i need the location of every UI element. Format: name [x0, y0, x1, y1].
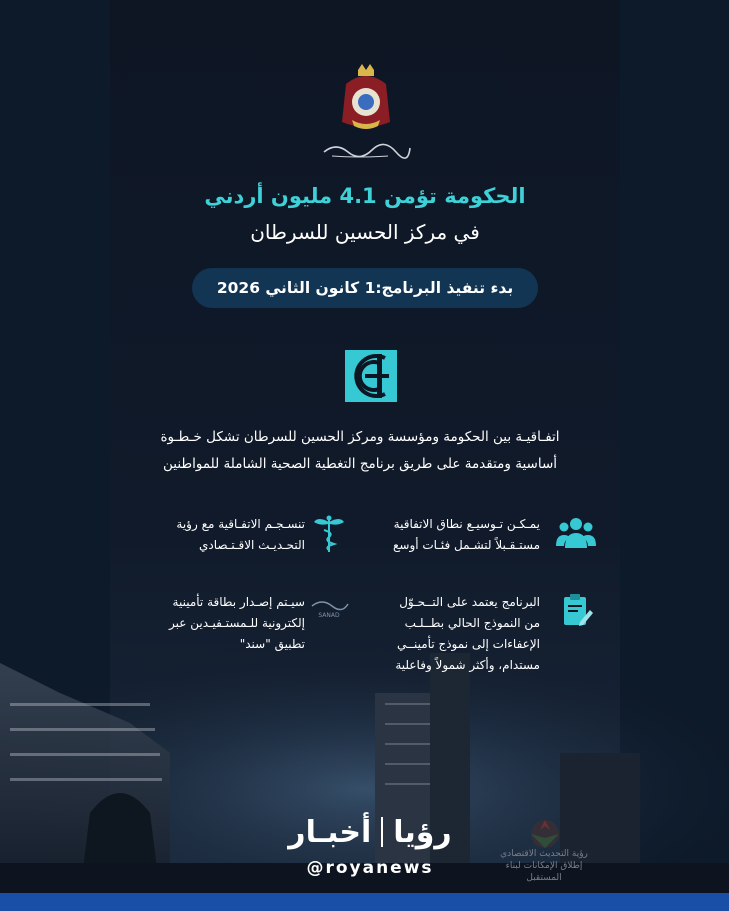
jordan-crest-icon: [336, 62, 396, 132]
khcc-logo-icon: [345, 350, 397, 402]
feature-line: مستـقـبلاً لتشـمل فئـات أوسع: [393, 538, 540, 552]
feature-insurance-model: [370, 592, 540, 676]
description-line-1: اتفـاقيـة بين الحكومة ومؤسسة ومركز الحسين للسرطان تشكل خـطـوة: [160, 429, 560, 445]
vision-line-1: رؤية التحديث الاقتصادي: [500, 849, 588, 859]
description-line-2: أساسية ومتقدمة على طريق برنامج التغطية الصحية الشاملة للمواطنين: [162, 456, 558, 472]
feature-line: البرنامج يعتمد على التــحـوّل: [399, 595, 540, 609]
caduceus-icon: [312, 514, 346, 554]
feature-line: الإعفاءات إلى نموذج تأمينــي: [396, 637, 540, 651]
feature-economic-vision: [150, 514, 305, 556]
headline-primary: الحكومة تؤمن 4.1 مليون أردني: [204, 184, 526, 208]
vision-line-2: إطلاق الإمكانات لبناء المستقبل: [505, 861, 583, 883]
sanad-logo-text: SANAD: [318, 612, 340, 619]
agreement-description: [130, 424, 590, 478]
feature-line: تطبيق "سند": [239, 637, 305, 651]
hospital-building-skyline: [0, 633, 729, 893]
sanad-logo-icon: [308, 596, 350, 620]
feature-line: تنسـجـم الاتفـاقية مع رؤية: [176, 517, 305, 531]
feature-line: مستدام، وأكثر شمولاً وفاعلية: [395, 658, 540, 672]
clipboard-icon: [558, 592, 594, 628]
brand-roya: رؤيا: [393, 814, 452, 850]
social-handle: @royanews: [306, 858, 434, 878]
feature-line: سيـتم إصـدار بطاقة تأمينية: [172, 595, 305, 609]
feature-sanad-card: [150, 592, 305, 655]
brand-divider: [381, 817, 383, 847]
feature-line: من النموذج الحالي بطــلـب: [404, 616, 540, 630]
pm-signature-logo: [318, 136, 414, 160]
feature-expansion: [370, 514, 540, 556]
bottom-accent-bar: [0, 893, 729, 911]
headline-secondary: في مركز الحسين للسرطان: [250, 220, 480, 244]
feature-line: التحـديـث الاقـتـصادي: [199, 538, 305, 552]
users-icon: [555, 514, 597, 550]
brand-akhbar: أخبـار: [288, 814, 372, 850]
feature-line: إلكترونية للـمستـفيـدين عبر: [169, 616, 305, 630]
roya-news-logo: [270, 812, 470, 852]
start-date-badge: بدء تنفيذ البرنامج:1 كانون الثاني 2026: [192, 268, 538, 308]
feature-line: يمـكـن تـوسيـع نطاق الاتفاقية: [393, 517, 540, 531]
economic-vision-text: [488, 848, 600, 884]
